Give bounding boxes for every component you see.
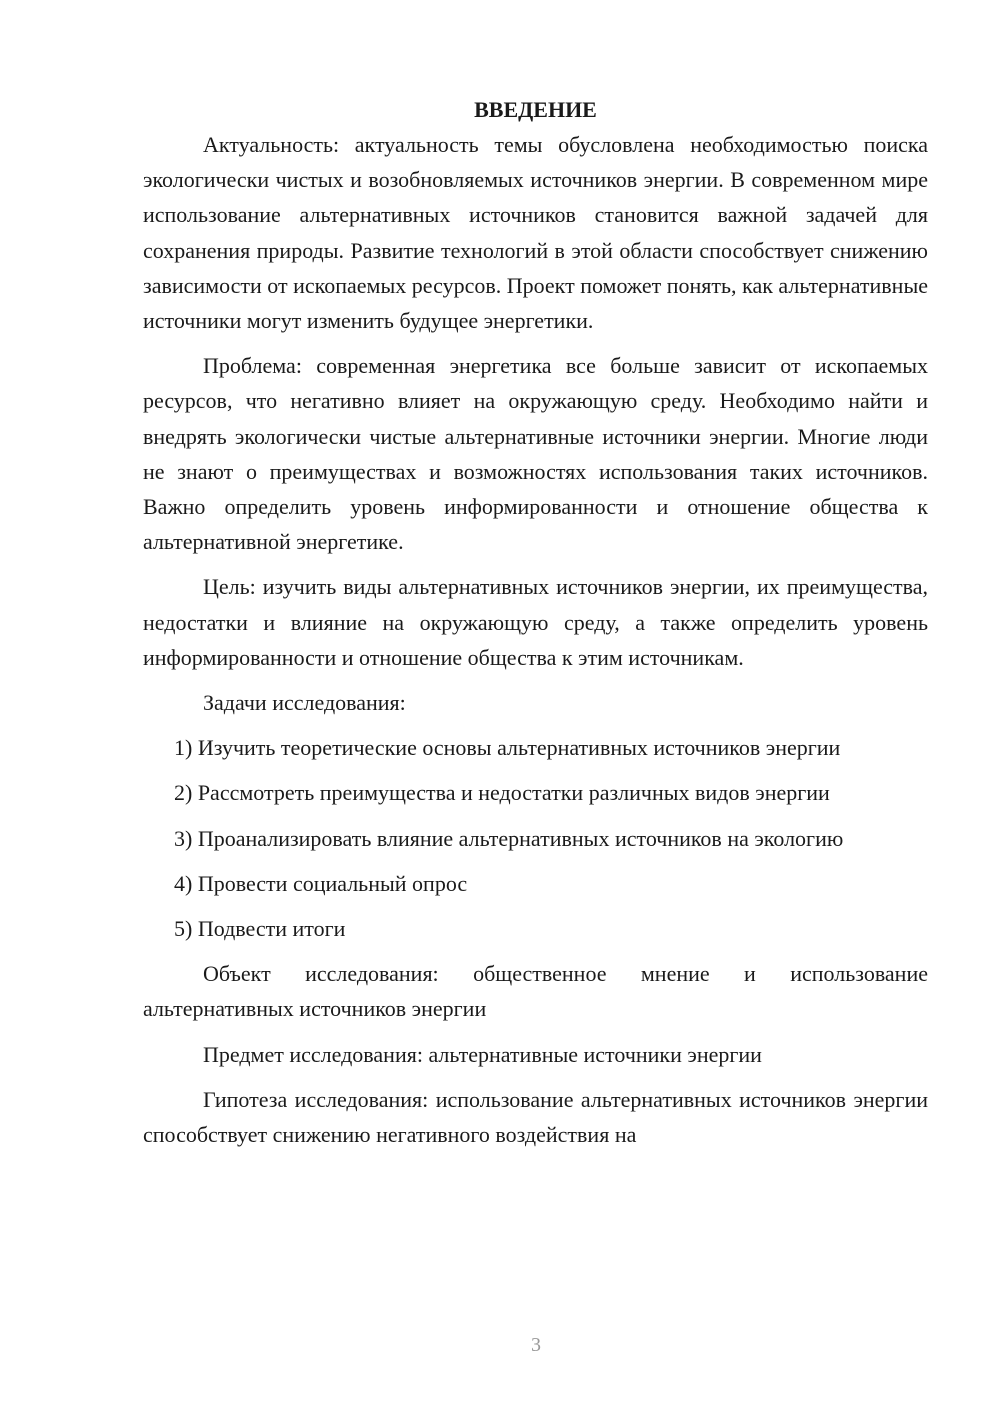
task-item: 1) Изучить теоретические основы альтернативных источников энергии [174, 735, 841, 761]
section-title: ВВЕДЕНИЕ [474, 97, 597, 122]
document-page [143, 92, 928, 1152]
tasks-heading: Задачи исследования: [203, 690, 406, 716]
task-item: 3) Проанализировать влияние альтернативных источников на экологию [174, 825, 844, 851]
page-number: 3 [531, 1334, 541, 1356]
task-item: 5) Подвести итоги [174, 916, 346, 942]
relevance-paragraph: Актуальность: актуальность темы обусловлена необходимостью поиска экологически чистых и возобновляемых источников энергии. В современном мире использование альтернативных источников становится важной задачей для сохранения природы. Развитие технологий в этой области способствует снижению зависимости от ископаемых ресурсов. Проект поможет понять, как альтернативные источники могут изменить будущее энергетики. [143, 132, 928, 334]
object-paragraph: Объект исследования: общественное мнение и использование альтернативных источников энергии [143, 961, 928, 1022]
hypothesis-paragraph: Гипотеза исследования: использование альтернативных источников энергии способствует снижению негативного воздействия на [143, 1086, 928, 1148]
subject-paragraph: Предмет исследования: альтернативные источники энергии [203, 1041, 762, 1067]
problem-paragraph: Проблема: современная энергетика все больше зависит от ископаемых ресурсов, что негативно влияет на окружающую среду. Необходимо найти и внедрять экологически чистые альтернативные источники энергии. Многие люди не знают о преимуществах и возможностях использования таких источников. Важно определить уровень информированности и отношение общества к альтернативной энергетике. [143, 353, 928, 555]
goal-paragraph: Цель: изучить виды альтернативных источников энергии, их преимущества, недостатки и влияние на окружающую среду, а также определить уровень информированности и отношение общества к этим источникам. [143, 574, 928, 670]
task-item: 4) Провести социальный опрос [174, 870, 468, 896]
task-item: 2) Рассмотреть преимущества и недостатки различных видов энергии [174, 780, 830, 806]
